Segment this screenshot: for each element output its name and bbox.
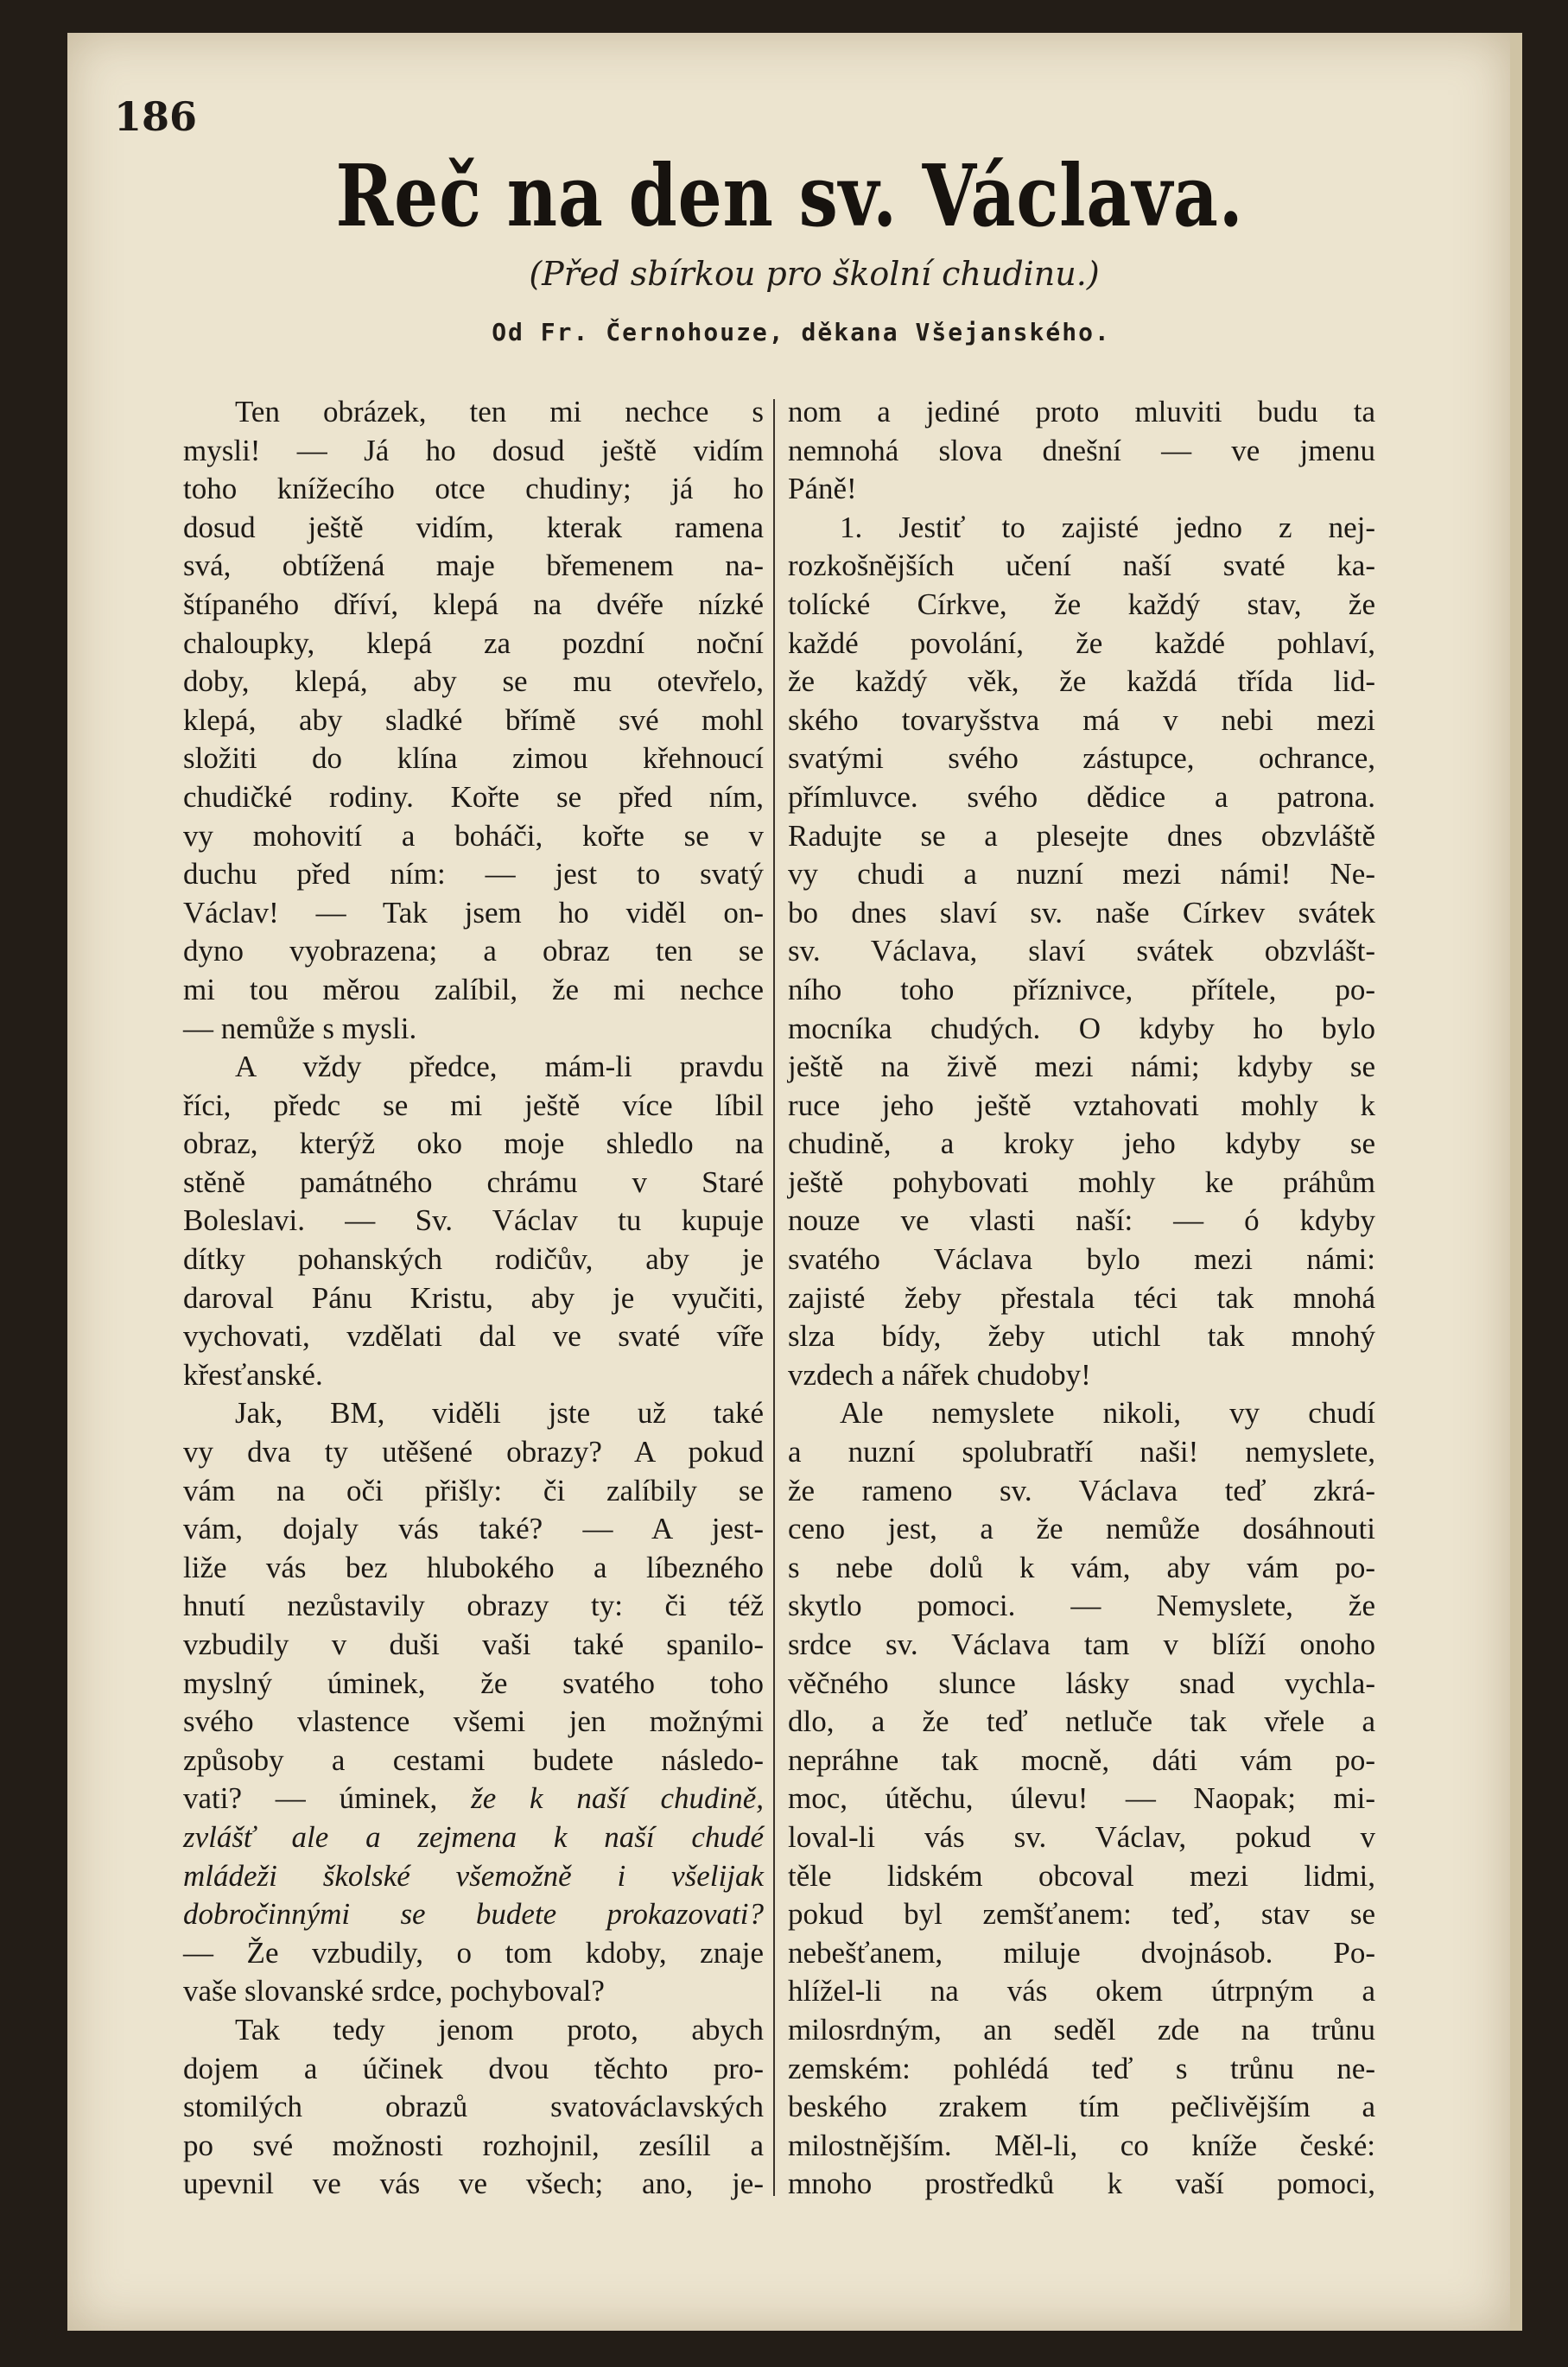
line-text: upevnil ve vás ve všech; ano, je- (183, 2167, 764, 2201)
text-line (183, 817, 764, 856)
line-text: Václav! — Tak jsem ho viděl on- (183, 895, 764, 930)
text-line (183, 971, 764, 1010)
line-text: vy chudi a nuzní mezi námi! Ne- (788, 857, 1375, 892)
line-text: dyno vyobrazena; a obraz ten se (183, 934, 764, 968)
text-line (183, 1703, 764, 1742)
line-text: říci, předc se mi ještě více líbil (183, 1088, 764, 1122)
text-line (183, 1048, 764, 1087)
line-text: chudině, a kroky jeho kdyby se (788, 1126, 1375, 1161)
line-text: dlo, a že teď netluče tak vřele a (788, 1704, 1375, 1739)
text-line (183, 1510, 764, 1549)
text-line (788, 1125, 1375, 1164)
text-line (788, 1934, 1375, 1973)
line-text: dítky pohanských rodičův, aby je (183, 1242, 764, 1277)
line-text: Jak, BM, viděli jste už také (235, 1396, 764, 1431)
text-line (788, 2011, 1375, 2050)
line-text: vaše slovanské srdce, pochyboval? (183, 1974, 605, 2008)
text-line (788, 1857, 1375, 1896)
line-text: — nemůže s mysli. (183, 1011, 417, 1045)
subtitle: (Před sbírkou pro školní chudinu.) (529, 255, 1100, 293)
text-line (183, 2088, 764, 2127)
line-text: dojem a účinek dvou těchto pro- (183, 2051, 764, 2085)
italic-text: mládeži školské všemožně i všelijak (183, 1858, 764, 1893)
line-text: nemnohá slova dnešní — ve jmenu (788, 433, 1375, 467)
text-line (788, 1742, 1375, 1780)
line-text: vzdech a nářek chudoby! (788, 1357, 1091, 1392)
text-line (788, 663, 1375, 701)
text-line (183, 1549, 764, 1588)
text-line (183, 2011, 764, 2050)
text-line (183, 1202, 764, 1241)
right-text-column (788, 393, 1375, 2204)
line-text: složiti do klína zimou křehnoucí (183, 741, 764, 776)
text-line (788, 625, 1375, 663)
text-line (183, 894, 764, 933)
text-line (183, 1472, 764, 1511)
line-text: nom a jediné proto mluviti budu ta (788, 395, 1375, 428)
text-line (183, 586, 764, 625)
text-line (788, 739, 1375, 778)
text-line (183, 547, 764, 586)
line-text: štípaného dříví, klepá na dvéře nízké (183, 587, 764, 621)
text-line (788, 1703, 1375, 1742)
line-text: vzbudily v duši vaši také spanilo- (183, 1628, 764, 1661)
line-text: Boleslavi. — Sv. Václav tu kupuje (183, 1203, 764, 1238)
text-line (788, 817, 1375, 856)
line-text: milosrdným, an seděl zde na trůnu (788, 2012, 1375, 2047)
line-text: liže vás bez hlubokého a líbezného (183, 1550, 764, 1584)
text-line (788, 1818, 1375, 1857)
text-line (183, 1317, 764, 1356)
text-line (183, 1934, 764, 1973)
text-line (183, 1164, 764, 1203)
line-text: — Že vzbudily, o tom kdoby, znaje (183, 1935, 764, 1970)
text-line (183, 393, 764, 432)
line-text: Radujte se a plesejte dnes obzvláště (788, 818, 1375, 853)
line-text: rozkošnějších učení naší svaté ka- (788, 549, 1375, 583)
text-line (788, 393, 1375, 432)
text-line (183, 470, 764, 509)
text-line (183, 1665, 764, 1704)
line-text: daroval Pánu Kristu, aby je vyučiti, (183, 1280, 764, 1315)
line-text: že rameno sv. Václava teď zkrá- (788, 1473, 1375, 1507)
line-text: vy dva ty utěšené obrazy? A pokud (183, 1435, 764, 1469)
line-text: Ten obrázek, ten mi nechce s (235, 395, 764, 428)
text-line (788, 1048, 1375, 1087)
text-line (183, 778, 764, 817)
line-text: tolícké Církve, že každý stav, že (788, 587, 1375, 621)
line-text: milostnějším. Měl-li, co kníže české: (788, 2128, 1375, 2162)
text-line (788, 1895, 1375, 1934)
line-text: věčného slunce lásky snad vychla- (788, 1666, 1375, 1700)
line-text: myslný úminek, že svatého toho (183, 1666, 764, 1700)
text-line (788, 971, 1375, 1010)
line-text: vychovati, vzdělati dal ve svaté víře (183, 1319, 764, 1354)
line-text: vám na oči přišly: či zalíbily se (183, 1473, 764, 1507)
line-text: svatého Václava bylo mezi námi: (788, 1242, 1375, 1277)
text-line (788, 1356, 1375, 1395)
line-text: a nuzní spolubratří naši! nemyslete, (788, 1435, 1375, 1469)
line-text: svatými svého zástupce, ochrance, (788, 741, 1375, 776)
text-line (183, 1587, 764, 1626)
line-text: vy mohovití a boháči, kořte se v (183, 818, 764, 853)
text-line (788, 1279, 1375, 1318)
line-text: hnutí nezůstavily obrazy ty: či též (183, 1589, 764, 1623)
text-line (788, 547, 1375, 586)
text-line (788, 932, 1375, 971)
line-text: loval-li vás sv. Václav, pokud v (788, 1819, 1375, 1854)
line-text: sv. Václava, slaví svátek obzvlášt- (788, 934, 1375, 968)
text-line (788, 1433, 1375, 1472)
text-line (183, 739, 764, 778)
text-line (183, 625, 764, 663)
text-line (788, 1202, 1375, 1241)
text-line (183, 663, 764, 701)
line-text: chaloupky, klepá za pozdní noční (183, 625, 764, 660)
text-line (788, 509, 1375, 548)
line-text: Tak tedy jenom proto, abych (235, 2012, 764, 2047)
line-text: ceno jest, a že nemůže dosáhnouti (788, 1512, 1375, 1546)
text-line (788, 778, 1375, 817)
text-line (183, 701, 764, 740)
line-text: přímluvce. svého dědice a patrona. (788, 779, 1375, 814)
column-divider (773, 399, 775, 2196)
text-line (183, 1780, 764, 1818)
line-text: s nebe dolů k vám, aby vám po- (788, 1550, 1375, 1584)
line-text: nebešťanem, miluje dvojnásob. Po- (788, 1935, 1375, 1970)
text-line (788, 1587, 1375, 1626)
italic-text: zvlášť ale a zejmena k naší chudé (183, 1819, 764, 1854)
line-text: doby, klepá, aby se mu otevřelo, (183, 664, 764, 699)
text-line (183, 1125, 764, 1164)
line-text: dosud ještě vidím, kterak ramena (183, 510, 764, 544)
line-text: duchu před ním: — jest to svatý (183, 857, 764, 892)
text-line (788, 1780, 1375, 1818)
line-text: zajisté žeby přestala téci tak mnohá (788, 1280, 1375, 1315)
text-line (183, 432, 764, 471)
line-text: stomilých obrazů svatováclavských (183, 2090, 764, 2124)
line-text: toho knížecího otce chudiny; já ho (183, 472, 764, 506)
text-line (788, 1087, 1375, 1126)
text-line (183, 2127, 764, 2166)
text-line (183, 1972, 764, 2011)
page-title: Reč na den sv. Václava. (335, 147, 1244, 246)
line-text: srdce sv. Václava tam v blíží onoho (788, 1628, 1375, 1661)
text-line (788, 2050, 1375, 2089)
left-text-column (183, 393, 764, 2204)
line-text: A vždy předce, mám-li pravdu (235, 1050, 764, 1084)
text-line (183, 509, 764, 548)
text-line (788, 432, 1375, 471)
line-text: vám, dojaly vás také? — A jest- (183, 1512, 764, 1546)
text-line (788, 2127, 1375, 2166)
text-line (788, 894, 1375, 933)
text-line (788, 1164, 1375, 1203)
line-text: moc, útěchu, úlevu! — Naopak; mi- (788, 1781, 1375, 1816)
text-line (183, 1626, 764, 1665)
text-line (788, 701, 1375, 740)
text-line (788, 1665, 1375, 1704)
italic-text: dobročinnými se budete prokazovati? (183, 1897, 764, 1932)
text-line (183, 1857, 764, 1896)
line-text: beského zrakem tím pečlivějším a (788, 2090, 1375, 2124)
text-line (183, 1742, 764, 1780)
text-line (183, 1279, 764, 1318)
line-text: hlížel-li na vás okem útrpným a (788, 1974, 1375, 2008)
text-line (183, 1241, 764, 1279)
line-text: obraz, kterýž oko moje shledlo na (183, 1126, 764, 1161)
text-line (183, 1087, 764, 1126)
text-line (788, 1010, 1375, 1049)
text-line (788, 470, 1375, 509)
text-line (788, 1510, 1375, 1549)
text-line (788, 2165, 1375, 2204)
line-text: mysli! — Já ho dosud ještě vidím (183, 433, 764, 467)
line-text: 1. Jestiť to zajisté jedno z nej- (840, 510, 1375, 544)
text-line (788, 1241, 1375, 1279)
line-text: mi tou měrou zalíbil, že mi nechce (183, 972, 764, 1006)
line-text: slza bídy, žeby utichl tak mnohý (788, 1319, 1375, 1354)
text-line (788, 1626, 1375, 1665)
line-text: nepráhne tak mocně, dáti vám po- (788, 1742, 1375, 1777)
text-line (183, 2050, 764, 2089)
line-text: ruce jeho ještě vztahovati mohly k (788, 1088, 1375, 1122)
line-text: po své možnosti rozhojnil, zesílil a (183, 2128, 764, 2162)
author-line: Od Fr. Černohouze, děkana Všejanského. (492, 318, 1111, 346)
line-text: zemském: pohlédá teď s trůnu ne- (788, 2051, 1375, 2085)
line-text: ještě pohybovati mohly ke práhům (788, 1164, 1375, 1199)
line-text: Páně! (788, 472, 857, 506)
line-text: Ale nemyslete nikoli, vy chudí (840, 1396, 1375, 1431)
line-text: stěně památného chrámu v Staré (183, 1164, 764, 1199)
line-text: svá, obtížená maje břemenem na- (183, 549, 764, 583)
line-text: způsoby a cestami budete následo- (183, 1742, 764, 1777)
text-line (788, 1472, 1375, 1511)
line-text: ského tovaryšstva má v nebi mezi (788, 702, 1375, 737)
line-text: že každý věk, že každá třída lid- (788, 664, 1375, 699)
line-text: vati? — úminek, (183, 1781, 438, 1816)
line-text: mocníka chudých. O kdyby ho bylo (788, 1011, 1375, 1045)
text-line (183, 1895, 764, 1934)
line-text: svého vlastence všemi jen možnými (183, 1704, 764, 1739)
text-line (183, 1394, 764, 1433)
italic-text: že k naší chudině, (471, 1781, 765, 1816)
line-text: ního toho příznivce, přítele, po- (788, 972, 1375, 1006)
line-text: klepá, aby sladké břímě své mohl (183, 702, 764, 737)
text-line (788, 1972, 1375, 2011)
text-line (183, 855, 764, 894)
text-line (788, 1317, 1375, 1356)
text-line (183, 1010, 764, 1049)
line-text: chudičké rodiny. Kořte se před ním, (183, 779, 764, 814)
line-text: každé povolání, že každé pohlaví, (788, 625, 1375, 660)
text-line (183, 932, 764, 971)
text-line (788, 855, 1375, 894)
text-line (788, 586, 1375, 625)
text-line (788, 2088, 1375, 2127)
text-line (788, 1394, 1375, 1433)
line-text: těle lidském obcoval mezi lidmi, (788, 1858, 1375, 1893)
line-text: ještě na živě mezi námi; kdyby se (788, 1050, 1375, 1084)
text-line (183, 2165, 764, 2204)
text-line (183, 1818, 764, 1857)
text-line (183, 1356, 764, 1395)
line-text: křesťanské. (183, 1357, 323, 1392)
line-text: mnoho prostředků k vaší pomoci, (788, 2167, 1375, 2201)
text-line (183, 1433, 764, 1472)
line-text: nouze ve vlasti naší: — ó kdyby (788, 1203, 1375, 1238)
line-text: bo dnes slaví sv. naše Církev svátek (788, 895, 1375, 930)
text-line (788, 1549, 1375, 1588)
page-number: 186 (114, 93, 198, 140)
line-text: pokud byl zemšťanem: teď, stav se (788, 1897, 1375, 1932)
line-text: skytlo pomoci. — Nemyslete, že (788, 1589, 1375, 1623)
